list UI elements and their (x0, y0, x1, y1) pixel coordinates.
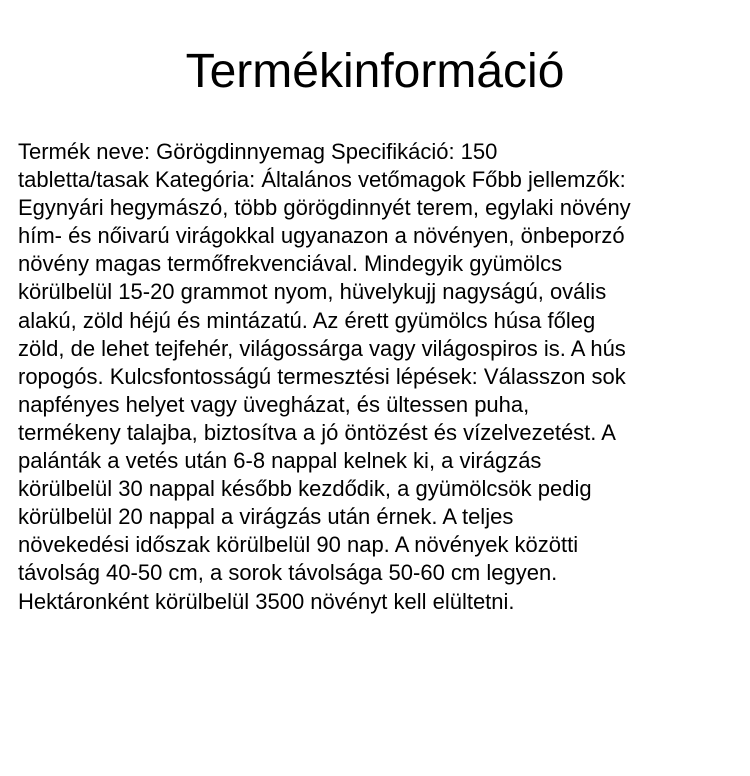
description-line: zöld, de lehet tejfehér, világossárga vagy világospiros is. A hús (18, 335, 626, 361)
description-line: növekedési időszak körülbelül 90 nap. A növények közötti (18, 532, 579, 558)
description-line: hím- és nőivarú virágokkal ugyanazon a növényen, önbeporzó (18, 223, 625, 249)
description-line: ropogós. Kulcsfontosságú termesztési lépések: Válasszon sok (18, 363, 626, 389)
description-line: Termék neve: Görögdinnyemag Specifikáció: 150 (18, 139, 498, 164)
description-line: Hektáronként körülbelül 3500 növényt kell elültetni. (18, 588, 515, 614)
description-line: távolság 40-50 cm, a sorok távolsága 50-60 cm legyen. (18, 560, 558, 586)
description-line: Egynyári hegymászó, több görögdinnyét terem, egylaki növény (18, 195, 631, 221)
description-line: növény magas termőfrekvenciával. Mindegyik gyümölcs (18, 251, 563, 277)
description-line: körülbelül 15-20 grammot nyom, hüvelykujj nagyságú, ovális (18, 279, 607, 305)
description-line: alakú, zöld héjú és mintázatú. Az érett gyümölcs húsa főleg (18, 307, 596, 333)
product-description (18, 138, 750, 616)
description-line: körülbelül 20 nappal a virágzás után érnek. A teljes (18, 504, 514, 530)
description-line: tabletta/tasak Kategória: Általános vetőmagok Főbb jellemzők: (18, 167, 626, 193)
description-line: körülbelül 30 nappal később kezdődik, a gyümölcsök pedig (18, 476, 592, 502)
page-title: Termékinformáció (185, 45, 565, 98)
description-line: termékeny talajba, biztosítva a jó öntözést és vízelvezetést. A (18, 419, 616, 445)
description-line: napfényes helyet vagy üvegházat, és ültessen puha, (18, 391, 530, 417)
description-line: palánták a vetés után 6-8 nappal kelnek ki, a virágzás (18, 448, 542, 474)
